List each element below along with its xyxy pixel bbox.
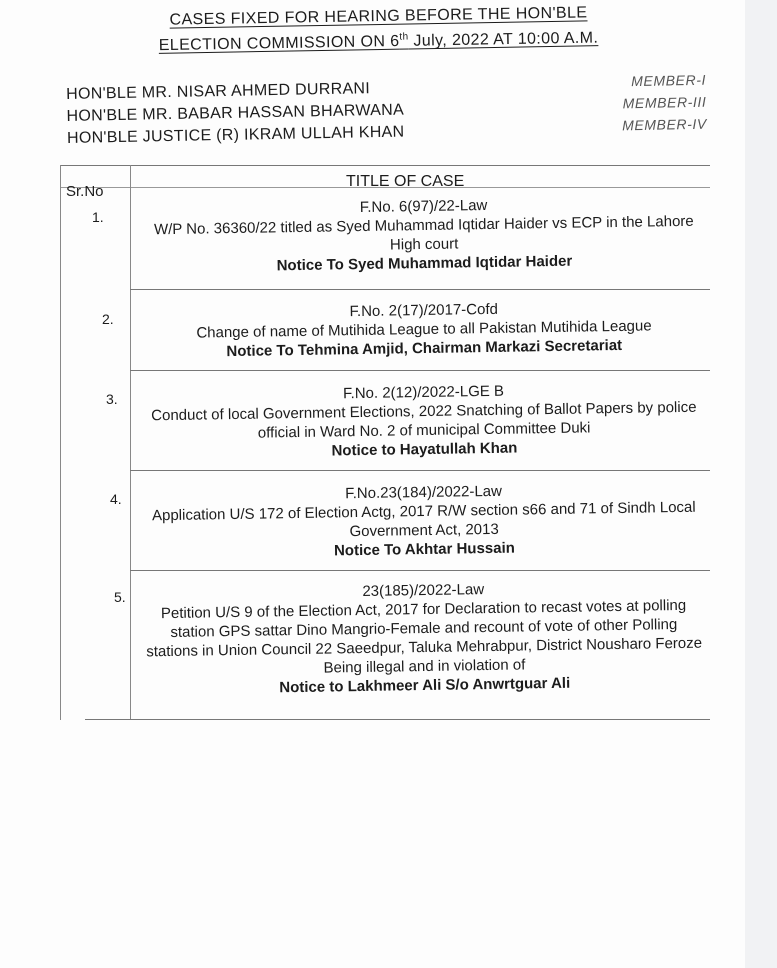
case-title-cell — [146, 297, 703, 363]
member-name: HON'BLE MR. BABAR HASSAN BHARWANA — [66, 101, 405, 125]
row-sr-number: 5. — [114, 589, 126, 605]
case-file-number: F.No. 2(12)/2022-LGE B — [342, 382, 505, 403]
row-sr-number: 2. — [102, 311, 114, 327]
row-sr-number: 1. — [92, 209, 104, 225]
case-file-number: F.No. 6(97)/22-Law — [359, 197, 488, 217]
case-description: Application U/S 172 of Election Actg, 2017 R/W section s66 and 71 of Sindh Local Government Act, 2013 — [151, 498, 696, 541]
case-file-number: F.No. 2(17)/2017-Cofd — [349, 300, 499, 321]
row-divider — [130, 570, 710, 571]
case-notice: Notice To Syed Muhammad Iqtidar Haider — [276, 252, 573, 275]
member-role: MEMBER-III — [622, 93, 707, 112]
table-bottom-border — [85, 719, 710, 720]
case-notice: Notice to Lakhmeer Ali S/o Anwrtguar Ali — [279, 674, 571, 697]
row-sr-number: 4. — [110, 491, 122, 507]
case-description: Conduct of local Government Elections, 2022 Snatching of Ballot Papers by police official in Ward No. 2 of municipal Committee Duki — [151, 398, 697, 442]
row-sr-number: 3. — [106, 391, 118, 407]
title-superscript: th — [399, 31, 409, 43]
bench-members — [66, 71, 707, 152]
title-text-prefix: ELECTION COMMISSION ON 6 — [158, 32, 400, 55]
member-name: HON'BLE MR. NISAR AHMED DURRANI — [66, 80, 371, 103]
cases-table — [60, 165, 710, 697]
case-title-cell — [145, 193, 702, 278]
case-notice: Notice to Hayatullah Khan — [331, 439, 518, 460]
case-file-number: 23(185)/2022-Law — [362, 581, 485, 600]
table-row — [60, 477, 710, 573]
case-notice: Notice To Akhtar Hussain — [333, 539, 516, 560]
case-description: Change of name of Mutihida League to all Pakistan Mutihida League — [196, 317, 652, 342]
case-description: W/P No. 36360/22 titled as Syed Muhammad Iqtidar Haider vs ECP in the Lahore High court — [153, 212, 694, 254]
table-row — [60, 295, 710, 375]
table-row — [60, 377, 710, 473]
case-file-number: F.No.23(184)/2022-Law — [345, 482, 503, 503]
case-title-cell — [145, 379, 702, 464]
title-text-suffix: July, 2022 AT 10:00 A.M. — [408, 29, 599, 50]
member-role: MEMBER-IV — [621, 115, 707, 134]
table-row — [60, 577, 710, 717]
scan-margin — [745, 0, 777, 968]
row-divider — [130, 370, 710, 371]
header-title-of-case: TITLE OF CASE — [346, 173, 465, 190]
case-description: Petition U/S 9 of the Election Act, 2017 for Declaration to recast votes at polling station GPS sattar Dino Mangrio-Female and recount of vote of other Polling stations in Union Council 22 Saeedpur, Taluka Mehrabpur, District Nousharo Feroze Being illegal and in violation of — [146, 596, 703, 677]
header-sr-no: Sr.No — [66, 183, 104, 200]
title-text: CASES FIXED FOR HEARING BEFORE THE HON'BLE — [169, 4, 588, 29]
case-title-cell — [145, 577, 703, 700]
row-divider — [130, 289, 710, 290]
case-notice: Notice To Tehmina Amjid, Chairman Markazi Secretariat — [226, 336, 623, 361]
case-title-cell — [145, 479, 702, 564]
table-row — [60, 193, 710, 289]
member-name: HON'BLE JUSTICE (R) IKRAM ULLAH KHAN — [66, 123, 405, 147]
row-divider — [130, 470, 710, 471]
member-role: MEMBER-I — [631, 71, 707, 90]
